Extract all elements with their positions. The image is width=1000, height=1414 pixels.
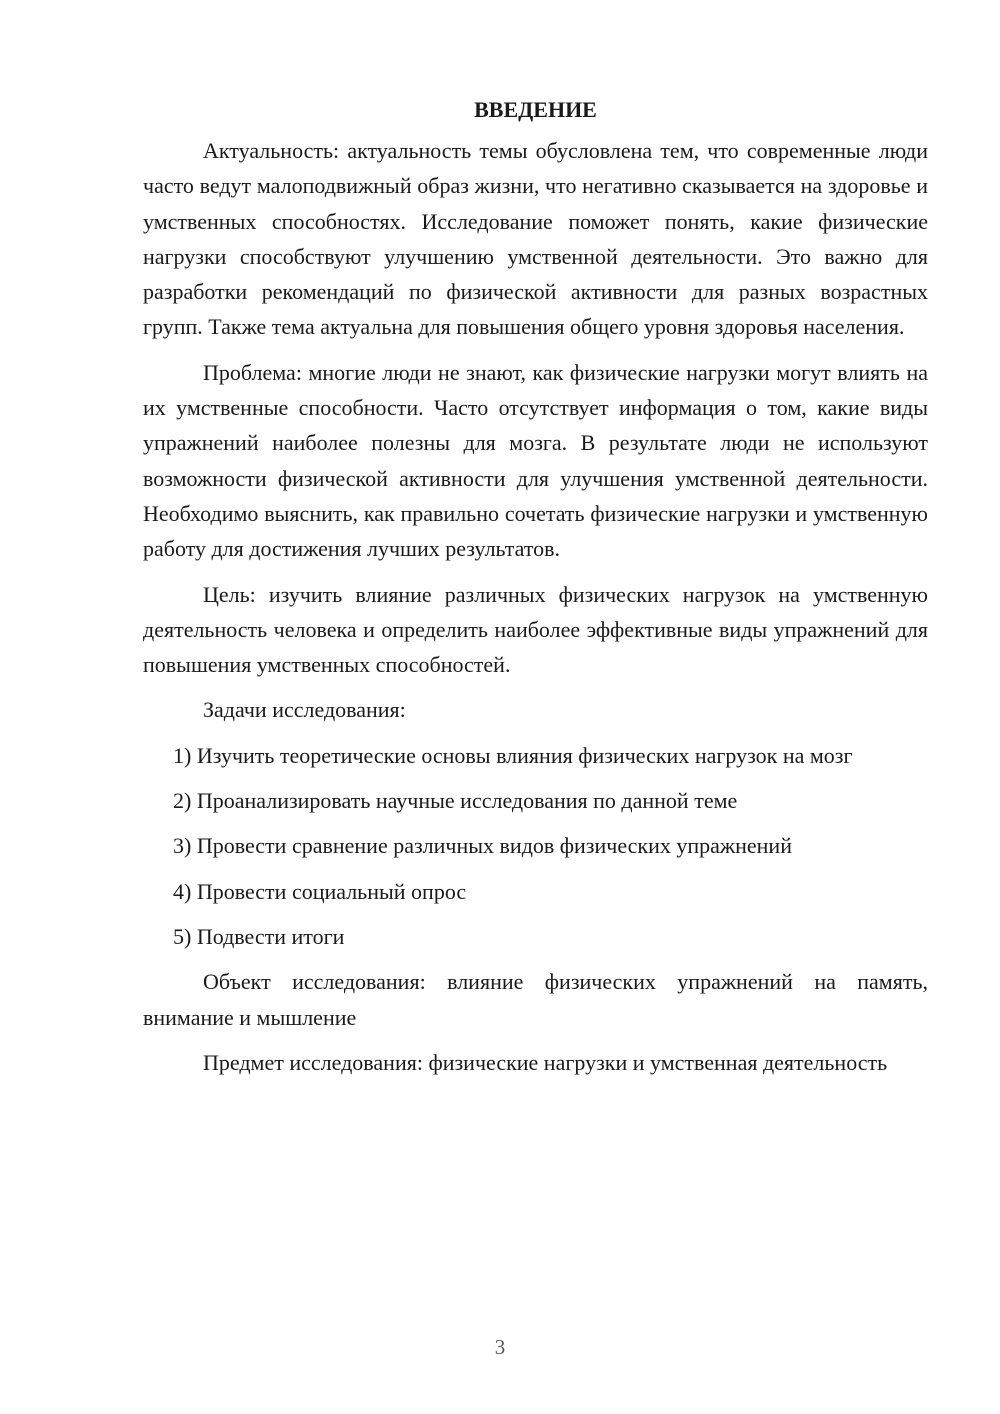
problem-paragraph: Проблема: многие люди не знают, как физические нагрузки могут влиять на их умственные способности. Часто отсутствует информация о том, какие виды упражнений наиболее полезны для мозга. В результате люди не используют возможности физической активности для улучшения умственной деятельности. Необходимо выяснить, как правильно сочетать физические нагрузки и умственную работу для достижения лучших результатов. [143,359,928,562]
page-content [143,92,928,1090]
tasks-list [143,738,928,954]
task-item: 1) Изучить теоретические основы влияния физических нагрузок на мозг [173,742,853,768]
subject-paragraph: Предмет исследования: физические нагрузки и умственная деятельность [203,1049,888,1075]
page-title: ВВЕДЕНИЕ [474,97,597,122]
goal-paragraph: Цель: изучить влияние различных физических нагрузок на умственную деятельность человека и определить наиболее эффективные виды упражнений для повышения умственных способностей. [143,581,928,678]
object-paragraph: Объект исследования: влияние физических упражнений на память, внимание и мышление [143,969,928,1030]
task-item: 2) Проанализировать научные исследования по данной теме [173,788,738,814]
task-item: 3) Провести сравнение различных видов физических упражнений [173,833,792,859]
relevance-paragraph: Актуальность: актуальность темы обусловлена тем, что современные люди часто ведут малоподвижный образ жизни, что негативно сказывается на здоровье и умственных способностях. Исследование поможет понять, какие физические нагрузки способствуют улучшению умственной деятельности. Это важно для разработки рекомендаций по физической активности для разных возрастных групп. Также тема актуальна для повышения общего уровня здоровья населения. [143,138,928,340]
tasks-heading: Задачи исследования: [203,697,406,723]
page-number: 3 [494,1335,506,1359]
task-item: 4) Провести социальный опрос [173,878,467,904]
task-item: 5) Подвести итоги [173,923,345,949]
